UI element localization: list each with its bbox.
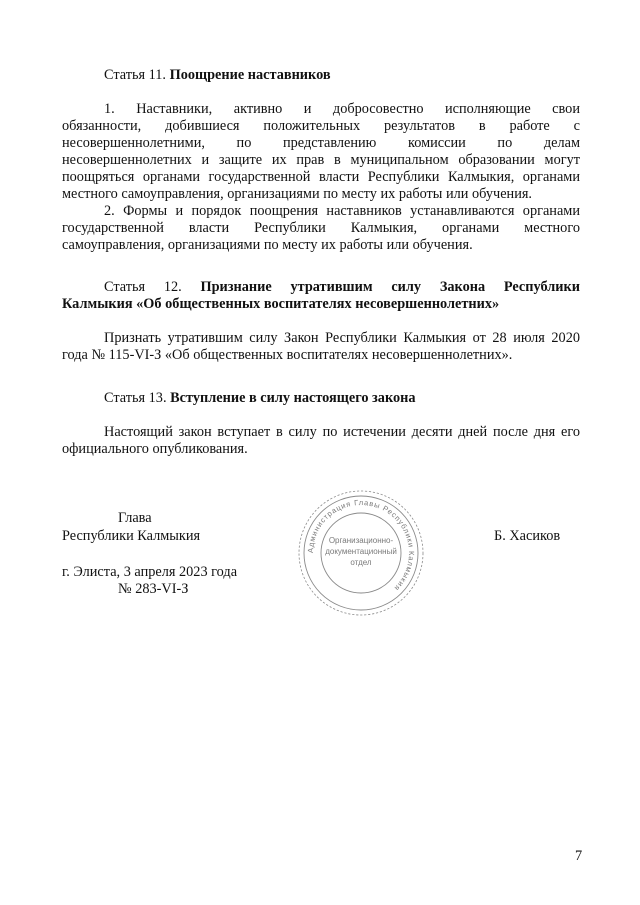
article-11-p2-line2: государственной власти Республики Калмыкия, органами местного (62, 220, 580, 236)
article-12-title-line2: Калмыкия «Об общественных воспитателях несовершеннолетних» (62, 296, 500, 312)
article-11-title: Поощрение наставников (169, 67, 331, 83)
signatory-role-line1: Глава (118, 510, 152, 526)
place-and-date: г. Элиста, 3 апреля 2023 года (62, 564, 238, 580)
seal-center-line1: Организационно- (328, 536, 394, 545)
seal-ring-text: Администрация Главы Республики Калмыкия (305, 497, 417, 594)
article-12-prefix: Статья 12. (104, 279, 182, 295)
article-11-p2-line3: самоуправления, организациями по месту их работы или обучения. (62, 237, 473, 253)
page-number: 7 (575, 848, 583, 864)
signatory-name: Б. Хасиков (494, 528, 561, 544)
article-11-p1-line1: 1. Наставники, активно и добросовестно исполняющие свои (104, 101, 580, 117)
seal-center-line2: документационный (325, 547, 397, 556)
signatory-role-line2: Республики Калмыкия (62, 528, 201, 544)
article-11-p2-line1: 2. Формы и порядок поощрения наставников устанавливаются органами (104, 203, 580, 219)
article-12-body: Признать утратившим силу Закон Республики Калмыкия от 28 июля 2020 года № 115-VI-З «Об общественных воспитателях несовершеннолетних». (62, 330, 580, 363)
article-13-title: Вступление в силу настоящего закона (170, 390, 416, 406)
article-12-heading (62, 279, 580, 313)
article-11-heading (104, 67, 580, 84)
official-seal (296, 488, 426, 618)
article-13-prefix: Статья 13. (104, 390, 167, 406)
article-11-p1-line3: несовершеннолетними, по представлению комиссии по делам (62, 135, 580, 151)
article-13-body: Настоящий закон вступает в силу по истечении десяти дней после дня его официального опубликования. (62, 424, 580, 457)
svg-text:Администрация Главы Республики (306, 498, 416, 593)
article-11-prefix: Статья 11. (104, 67, 167, 83)
law-number: № 283-VI-З (118, 581, 189, 597)
article-12-title-line1: Признание утратившим силу Закона Республики (200, 279, 580, 295)
article-13-heading (104, 390, 580, 407)
article-11-p1-rest: несовершеннолетних и защите их прав в муниципальном образовании могут поощряться органами государственной власти Республики Калмыкия, органами местного самоуправления, организациями по месту их работы или обучения. (62, 152, 580, 202)
seal-center-line3: отдел (350, 558, 372, 567)
article-11-paragraph-1 (62, 101, 580, 203)
article-11-p1-line2: обязанности, добившиеся положительных результатов в работе с (62, 118, 580, 134)
article-11-paragraph-2 (62, 203, 580, 254)
